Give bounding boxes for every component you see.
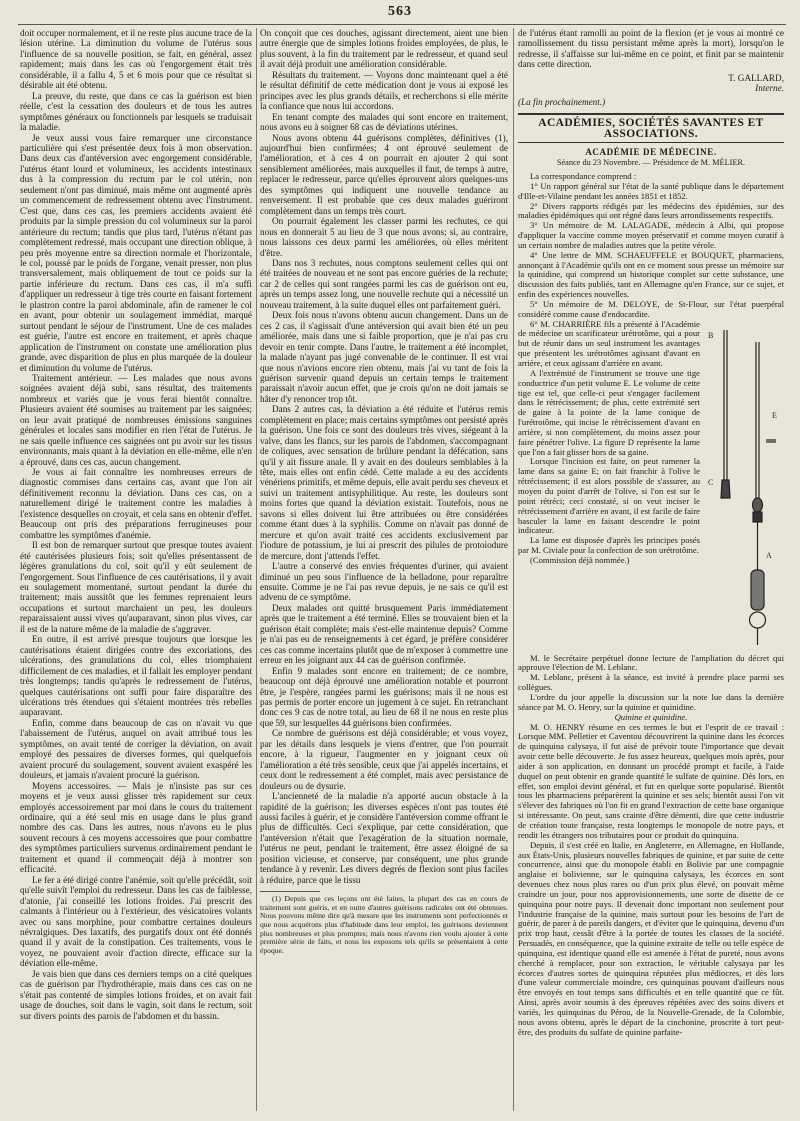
paragraph: de l'utérus étant ramolli au point de la flexion (et je vous ai montré ce ramollissement du tissu persistant même après la mort), lorsqu'on le redresse, il s'affaisse sur lui-même en ce point, et finit par se maintenir dans cette direction. [518,28,784,70]
paragraph: Ce nombre de guérisons est déjà considérable; et vous voyez, par les détails dans lesquels je viens d'entrer, que l'on pourrait encore, à la rigueur, l'augmenter en y joignant ceux où l'amélioration a été très sensible, ceux que j'ai appelés incertains, et ceux dont le redressement a été complet, mais avec persistance de douleurs ou de dysurie. [260,728,508,791]
paragraph: 6° M. CHARRIÈRE fils a présenté à l'Académie de médecine un scarificateur urétrotôme, qui a pour but de réunir dans un seul instrument les avantages que présentent les urétrotômes agissant d'avant en arrière, et ceux agissant d'arrière en avant. [518,318,700,369]
paragraph: Traitement antérieur. — Les malades que nous avons soignées avaient déjà subi, sans résultat, des traitements nombreux et variés que je vous ferai bientôt connaître. Plusieurs avaient été soumises au traitement par les saignées; on leur avait pratiqué de nombreuses émissions sanguines générales et locales sans modifier en rien l'état de l'utérus. Je ne sais quelle influence ces saignées ont pu avoir sur les tissus environnants, mais quant à la déviation en elle-même, elle n'en a éprouvé, dans ces cas, aucun changement. [20,372,252,467]
column-2 [260,28,508,1115]
paragraph: Enfin 9 malades sont encore en traitement; de ce nombre, beaucoup ont déjà éprouvé une amélioration notable et pourront être, je l'espère, rangées parmi les guérisons; mais il ne nous est pas permis de porter encore un jugement à ce sujet. En retranchant donc ces 9 cas de notre total, au lieu de 68 il ne nous en reste plus que 59, sur lesquelles 44 guérisons bien confirmées. [260,665,508,728]
signature-title: Interne. [755,83,784,94]
urethrotome-illustration [706,320,784,650]
paragraph: On conçoit que ces douches, agissant directement, aient une bien autre énergie que de simples lotions froides employées, de plus, le plus souvent, à la fin du traitement par le redresseur, et quand seul il avait déjà produit une amélioration considérable. [260,28,508,70]
paragraph: Moyens accessoires. — Mais je n'insiste pas sur ces moyens et je veux aussi glisser très rapidement sur ceux employés accessoirement par moi dans le cours du traitement ordinaire, qui a été seul mis en usage dans le plus grand nombre des cas. Dans les autres, nous n'avons eu le plus souvent recours à ces moyens accessoires que pour combattre des symptômes particuliers survenus ordinairement pendant le traitement et quand il commençait déjà à montrer son efficacité. [20,780,252,875]
continuation-note: (La fin prochainement.) [518,96,606,107]
signature [518,73,784,94]
figure-label-e: E [772,410,777,420]
list-item: 4° Une lettre de MM. SCHAEUFFELE et BOUQUET, pharmaciens, annonçant à l'Académie qu'ils ont en ce moment sous presse un mémoire sur la quinidine, qui comprend un historique complet sur cette substance, une discussion des faits publiés, tant en Allemagne qu'en France, sur ce sujet, et enfin des expériences nouvelles. [518,249,784,300]
figure-label-a: A [766,550,772,560]
paragraph: L'ordre du jour appelle la discussion sur la note lue dans la dernière séance par M. O. Henry, sur la quinine et quinidine. [518,692,784,712]
paragraph: Je vous ai fait connaître les nombreuses erreurs de diagnostic commises dans certains cas, avant que l'on ait définitivement reconnu la déviation. Dans ces cas, on a naturellement dirigé le traitement contre les maladies à l'existence desquelles on croyait, et cela sans en obtenir d'effet. Beaucoup ont pris des préparations ferrugineuses pour combattre les symptômes d'anémie. [20,467,252,540]
footnote-rule [260,891,320,892]
page-number: 563 [388,4,412,19]
signature-name: T. GALLARD, [728,72,784,83]
figure-label-c: C [708,477,714,487]
paragraph: Dans 2 autres cas, la déviation a été réduite et l'utérus remis complètement en place; mais certains symptômes ont persisté après la guérison. Une fois ce sont des douleurs très vives, siégeant à la valve, dans les flancs, sur les parois de l'abdomen, s'accompagnant de coliques, avec sensation de brûlure pendant la défécation, sans qu'il y ait fissure anale. Il y avait en des douleurs semblables à la tête, mais elles ont enfin cédé. Cette malade a eu des accidents vénériens primitifs, et même depuis, elle avait perdu ses cheveux et suivi un traitement antisyphilitique. Au reste, les douleurs sont moins fortes que quand la déviation existait. Toutefois, nous ne savons si elles doivent lui être attribuées ou être considérées comme étant dues à la syphilis. Comme on n'avait pas donné de mercure et qu'on avait traité ces accidents exclusivement par l'iodure de potassium, je lui ai prescrit des pilules de protoiodure de mercure, dont j'attends l'effet. [260,404,508,561]
paragraph: En tenant compte des malades qui sont encore en traitement, nous avons eu à soigner 68 cas de déviations utérines. [260,111,508,133]
column-3 [518,28,784,1115]
paragraph: La lame est disposée d'après les principes posés par M. Civiale pour la confection de son urétrotôme. [518,535,700,556]
paragraph: Deux fois nous n'avons obtenu aucun changement. Dans un de ces 2 cas, il s'agissait d'une antéversion qui avait bien été un peu améliorée, mais dans une si faible proportion, que je n'ai pas cru devoir en tenir compte. Dans l'autre, le traitement a été incomplet, la malade n'ayant pas jugé convenable de le continuer. Il est vrai que nous n'avions encore rien obtenu, mais j'ai vu tant de fois la guérison survenir quand depuis un certain temps le traitement paraissait n'avoir aucun effet, que je crois qu'on ne doit jamais se hâter d'y renoncer trop tôt. [260,310,508,404]
paragraph: M. O. HENRY résume en ces termes le but et l'esprit de ce travail : Lorsque MM. Pelletier et Caventou découvrirent la quinine dans les écorces de quinquina calysaya, il fut aisé de prévoir toute l'importance que devait avoir cette belle découverte. Je fus assez heureux, quelques mois après, pour aider à son application, en donnant un procédé prompt et facile, à l'aide duquel on peut obtenir en grande quantité le sulfate de quinine. Dès lors, en effet, son emploi devint général, et fut en quelque sorte popularisé. Bientôt tous les pharmaciens préparèrent la quinine et ses sels; bientôt aussi l'on vit s'élever des fabriques où l'on fit en grand l'extraction de cette base organique si intéressante. On peut, sans crainte d'être démenti, dire que cette industrie de création toute française, resta longtemps le monopole de notre pays, et rendit les étrangers nos tributaires pour ce produit du quinquina. [518,721,784,840]
column-1 [20,28,252,1115]
footnote: (1) Depuis que ces leçons ont été faites, la plupart des cas en cours de traitement sont guéris, et en outre d'autres guérisons radicales ont été obtenues. Nous pouvons même dire qu'à mesure que les instruments sont perfectionnés et que nous acquérons plus d'habitude dans leur emploi, les guérisons deviennent plus nombreuses et plus promptes; mais nous n'avons rien voulu ajouter à cette première série de faits, et nous les exposons tels qu'ils se présentaient à cette époque. [260,894,508,955]
paragraph: Nous avons obtenu 44 guérisons complètes, définitives (1), aujourd'hui bien confirmées; 4 ont éprouvé seulement de l'amélioration, et à ces 4 on pourrait en ajouter 2 qui sont sensiblement améliorées, mais auxquelles il faut, de temps à autre, replacer le redresseur, parce qu'elles éprouvent alors quelques-uns des symptômes qui indiquent une nouvelle tendance au renversement. Il est probable que ces deux malades guériront complètement dans un temps très court. [260,132,508,216]
paragraph: Depuis, il s'est créé en Italie, en Angleterre, en Allemagne, en Hollande, aux États-Unis, plusieurs nouvelles fabriques de quinine, et par suite de cette concurrence, ainsi que du monopole établi en Bolivie par une compagnie anglaise et bolivienne, sur le quinquina calysaya, les écorces en sont devenues chez nous plus rares ou d'un prix plus élevé, on pouvait même craindre un jour, pour nos approvisionnements, une sorte de disette de ce quinquina pour notre pays. Il devenait donc important non seulement pour l'industrie française de la quinine, mais surtout pour les besoins de l'art de guérir, de parer à de pareils dangers, et d'éviter que le quinquina, devenu d'un prix trop haut, cessât d'être à la portée de toutes les classes de la société. Persuadés, en conséquence, que la quinine extraite de telle ou telle espèce de quinquina, est identique quand elle est amenée à l'état de pureté, nous avons cherché à remplacer, pour son extraction, le véritable calysaya par les écorces d'autres sortes de quinquina réputées plus médiocres, et dès lors d'une valeur commerciale moindre, ces quinquinas pouvant d'ailleurs nous être envoyés en tout temps sans difficultés et en telle quantité que ce fût. Ainsi, après avoir soumis à des épreuves répétées avec des soins divers et variés, les quinquinas du Pérou, de la Nouvelle-Grenade, de la Colombie, nous avons obtenu, après le départ de la cinchonine, proscrite à tort peut-être, des produits du sulfate de quinine parfaite- [518,839,784,1037]
paragraph: Dans nos 3 rechutes, nous comptons seulement celles qui ont été traitées de nouveau et ne sont pas encore guéries de la rechute; car 2 de celles qui sont rangées parmi les cas de guérison ont eu, après un temps assez long, une nouvelle rechute qui a nécessité un nouveau traitement, à la suite duquel elles ont parfaitement guéri. [260,257,508,310]
session-line: Séance du 23 Novembre. — Présidence de M. MÉLIER. [556,157,746,167]
paragraph: En outre, il est arrivé presque toujours que lorsque les cautérisations étaient dirigées contre des excoriations, des ulcérations, des granulations du col, elles triomphaient difficilement de ces maladies, et il fallait les employer pendant très longtemps; tandis qu'après le redressement de l'utérus, quelques cautérisations ont suffi pour faire disparaître des ulcérations très étendues qui s'étaient montrées très rebelles auparavant. [20,634,252,718]
column-divider-1 [256,28,257,1111]
list-item: 1° Un rapport général sur l'état de la santé publique dans le département d'Ille-et-Vilaine pendant les années 1851 et 1852. [518,180,784,201]
urethrotome-figure [706,320,784,650]
paragraph: Je vais bien que dans ces derniers temps on a cité quelques cas de guérison par l'hydrothérapie, mais dans ces cas on ne s'était pas contenté de simples lotions froides, et on avait fait usage de douches, soit dans le vagin, soit dans le rectum, soit sur divers points des parois de l'abdomen et du bassin. [20,968,252,1021]
figure-label-b: B [708,330,714,340]
subsection-heading: Quinine et quinidine. [614,711,688,722]
paragraph: Il est bon de remarquer surtout que presque toutes avaient été cautérisées plusieurs fois; soit qu'elles présentassent de légères granulations du col, soit qu'il y eût seulement de l'engorgement. Sous l'influence de ces cautérisations, il y avait eu soulagement momentané, surtout pendant la durée du traitement; mais aussitôt que les femmes reprenaient leurs occupations et surtout marchaient un peu, les douleurs reparaissaient aussi vives qu'auparavant, sinon plus vives, car il est de la nature même de la maladie de s'aggraver. [20,540,252,634]
list-item: 3° Un mémoire de M. LALAGADE, médecin à Albi, qui propose d'appliquer la vaccine comme moyen préservatif et comme moyen curatif à un certain nombre de maladies autres que la petite vérole. [518,220,784,250]
paragraph: Deux malades ont quitté brusquement Paris immédiatement après que le traitement a été terminé. Elles se trouvaient bien et la guérison était complète; mais s'est-elle maintenue depuis? Comme je n'ai pas eu de renseignements à cet égard, je préfère considérer ces cas comme incertains plutôt que de m'exposer à commettre une erreur en les joignant aux 44 cas de guérison confirmée. [260,602,508,666]
paragraph: Enfin, comme dans beaucoup de cas on n'avait vu que l'abaissement de l'utérus, auquel on avait attribué tous les symptômes, on avait tenté de corriger la déviation, on avait employé des pessaires de diverses formes, qui quelquefois avaient procuré du soulagement, souvent avaient exaspéré les douleurs, et jamais n'avaient procuré la guérison. [20,717,252,781]
section-title: ACADÉMIES, SOCIÉTÉS SAVANTES ET ASSOCIATIONS. [518,113,784,143]
paragraph: M. le Secrétaire perpétuel donne lecture de l'ampliation du décret qui approuve l'élection de M. Leblanc. [518,652,784,673]
paragraph: Le fer a été dirigé contre l'anémie, soit qu'elle précédât, soit qu'elle suivît l'emploi du redresseur. Dans les cas de faiblesse, d'atonie, j'ai conseillé les lotions froides. J'ai prescrit des calmants à l'intérieur ou à l'extérieur, des vésicatoires volants avec ou sans morphine, pour combattre certaines douleurs névralgiques. Des laxatifs, des purgatifs doux ont été donnés quand il y avait de la constipation. Ces traitements, vous le voyez, ne pouvaient avoir d'action directe, efficace sur la déviation elle-même. [20,874,252,969]
paragraph: A l'extrémité de l'instrument se trouve une tige conductrice d'un petit volume E. Le volume de cette tige est tel, que celle-ci peut s'engager facilement dans le rétrécissement; de plus, cette extrémité sert de gaine à la pointe de la lame conique de l'urétrotôme, qui incise le rétrécissement d'avant en arrière, si non complètement, du moins assez pour faire pénétrer l'olive. La figure D représente la lame que l'on a fait glisser hors de sa gaine. [518,367,700,457]
list-item: 2° Divers rapports rédigés par les médecins des épidémies, sur des maladies épidémiques qui ont régné dans leurs arrondissements respectifs. [518,200,784,221]
academy-title: ACADÉMIE DE MÉDECINE. [585,147,717,158]
paragraph: La preuve, du reste, que dans ce cas la guérison est bien réelle, c'est la cessation des douleurs et de tous les autres symptômes généraux ou fonctionnels par lesquels se traduisait la maladie. [20,90,252,133]
paragraph: M. Leblanc, présent à la séance, est invité à prendre place parmi ses collègues. [518,672,784,693]
header-rule [18,24,786,25]
correspondance-block [518,172,784,320]
paragraph: Résultats du traitement. — Voyons donc maintenant quel a été le résultat définitif de cette médication dont je vous ai exposé les principes avec les plus grands détails, et recherchons si elle mérite la confiance que nous lui accordons. [260,69,508,112]
column-divider-2 [513,28,514,1111]
paragraph: doit occuper normalement, et il ne reste plus aucune trace de la lésion utérine. La diminution du volume de l'utérus sous l'influence de sa nouvelle position, se fait, en général, assez rapidement; mais dans les cas où l'engorgement était très considérable, il a fallu 4, 5 et 6 mois pour que ce résultat si désirable ait été obtenu. [20,28,252,91]
paragraph: Je veux aussi vous faire remarquer une circonstance particulière qui s'est présentée deux fois à mon observation. Dans deux cas d'antéversion avec engorgement considérable, l'utérus étant lourd et volumineux, les accidents intestinaux dus à la compression du rectum par le col utérin, non seulement n'ont pas diminué, mais même ont augmenté après un commencement de redressement obtenu avec l'instrument. C'est que, dans ces cas, les premiers accidents avaient été produits par la simple pression du col volumineux sur la paroi antérieure du rectum; tandis que plus tard, l'utérus n'étant pas complètement redressé, mais occupant une direction oblique, à peu près moyenne entre sa direction normale et l'horizontale, le col, poussé par le poids de l'organe, venait presser, non plus transversalement, mais obliquement de tout ce poids sur la partie inférieure du rectum. Dans ces cas, il m'a suffi d'appliquer un redresseur à tige très courte en faisant fortement le plastron contre la paroi abdominale, afin de ramener le col en avant, pour obtenir un soulagement immédiat, marqué surtout pendant le séjour de l'instrument. Une de ces malades est guérie, l'autre est encore en traitement, et après chaque application de l'instrument on constate une amélioration plus grande, avec disparition de plus en plus marquée de la douleur et diminution du volume de l'utérus. [20,132,252,373]
paragraph: La correspondance comprend : [530,170,637,181]
list-item: 5° Un mémoire de M. DELOYE, de St-Flour, sur l'état puerpéral considéré comme cause d'endocardite. [518,298,784,319]
paragraph: L'autre a conservé des envies fréquentes d'uriner, qui avaient diminué un peu sous l'influence de la belladone, pour reparaître ensuite. Comme je ne l'ai pas revue depuis, je ne sais ce qu'il est advenu de ce symptôme. [260,561,508,603]
paragraph: On pourrait également les classer parmi les rechutes, ce qui nous en donnerait 5 au lieu de 3 que nous avons; si, au contraire, nous laissons ces deux parmi les améliorées, où elles méritent d'être. [260,216,508,258]
paragraph: (Commission déjà nommée.) [530,554,630,565]
paragraph: L'ancienneté de la maladie n'a apporté aucun obstacle à la rapidité de la guérison; les diverses espèces n'ont pas toutes été aussi faciles à guérir, et je considère l'antéversion comme offrant le plus de difficultés. Ceci s'explique, par cette considération, que l'antéversion n'était que l'exagération de la situation normale, l'utérus ne peut, pendant le traitement, être assez éloigné de sa position vicieuse, et conserve, par conséquent, une plus grande tendance à y revenir. Les divers degrés de flexion sont plus faciles à réduire, parce que le tissu [260,791,508,885]
paragraph: Lorsque l'incision est faite, on peut ramener la lame dans sa gaine E; on fait franchir à l'olive le rétrécissement; il est alors possible de s'assurer, au moyen du point d'arrêt de l'olive, si l'on est sur le point rétréci; ceci constaté, si on veut inciser le rétrécissement d'arrière en avant, il est facile de faire basculer la lame en faisant descendre le point indicateur. [518,456,700,536]
